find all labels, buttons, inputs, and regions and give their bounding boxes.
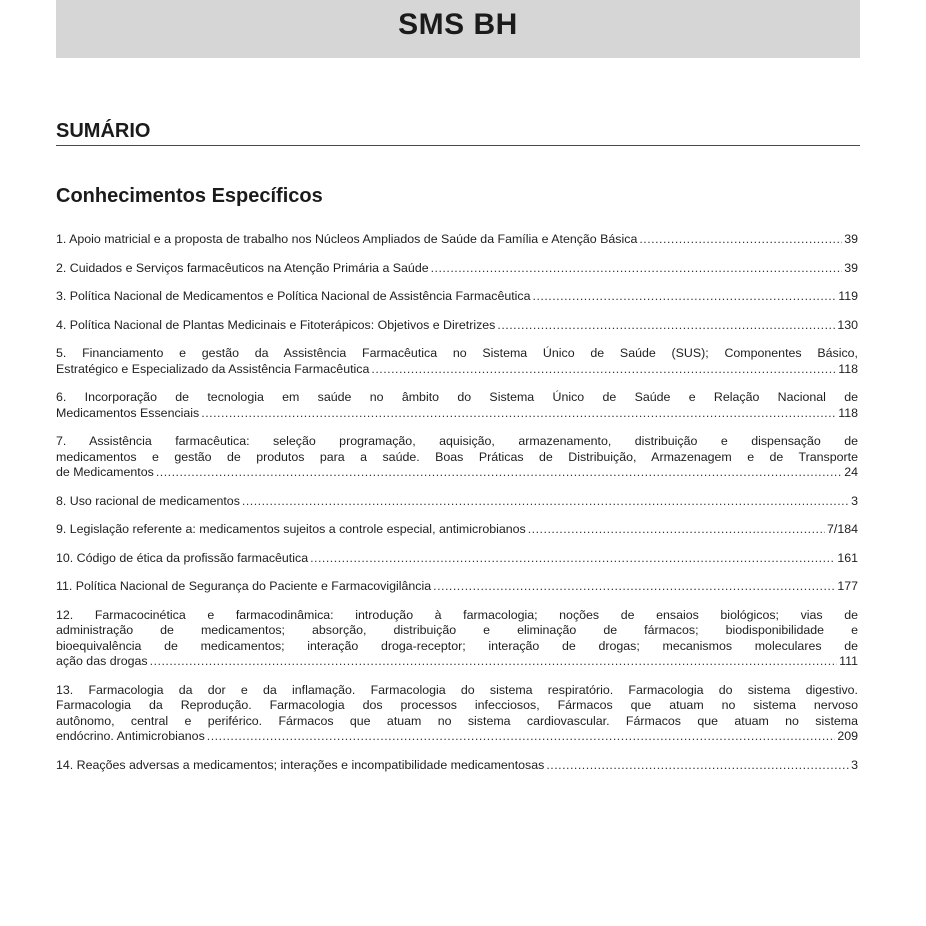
toc-entry-line: administração de medicamentos; absorção, distribuição e eliminação de fármacos; biodisponibilidade e [56,623,858,637]
dot-leader [150,654,838,670]
toc-entry [56,261,858,277]
toc-page-number: 177 [837,579,858,593]
toc-entry-title: 9. Legislação referente a: medicamentos sujeitos a controle especial, antimicrobianos [56,522,526,536]
toc-entry-line: 13. Farmacologia da dor e da inflamação. Farmacologia do sistema respiratório. Farmacologia do sistema digestivo. [56,682,858,697]
toc-entry-line: bioequivalência de medicamentos; interação droga-receptor; interação de drogas; mecanismos moleculares de [56,638,858,653]
toc-page-number: 3 [851,757,858,772]
toc-entry [56,318,858,334]
toc-entry [56,522,858,538]
toc-entry-title: 3. Política Nacional de Medicamentos e Política Nacional de Assistência Farmacêutica [56,289,531,303]
toc-entry-title: 1. Apoio matricial e a proposta de trabalho nos Núcleos Ampliados de Saúde da Família e Atenção Básica [56,232,638,246]
toc-entry-last-line [56,261,858,277]
toc-entry [56,289,858,305]
toc-entry [56,579,858,595]
header-bar [56,0,860,58]
toc-page-number: 130 [837,317,858,332]
toc-entry [56,390,858,421]
toc-entry [56,346,858,377]
toc-entry [56,758,858,774]
dot-leader [431,261,843,277]
dot-leader [310,551,835,567]
summary-heading: SUMÁRIO [56,120,860,146]
toc-entry-last-line [56,579,858,595]
toc-entry-title: 14. Reações adversas a medicamentos; interações e incompatibilidade medicamentosas [56,757,545,772]
toc-entry-line: 12. Farmacocinética e farmacodinâmica: introdução à farmacologia; noções de ensaios biológicos; vias de [56,607,858,622]
toc-entry-line: autônomo, central e periférico. Fármacos que atuam no sistema cardiovascular. Fármacos que atuam no sistema [56,713,858,728]
dot-leader [528,522,825,538]
dot-leader [371,362,836,378]
toc-entry-title: Estratégico e Especializado da Assistência Farmacêutica [56,361,370,376]
toc-entry-title: 4. Política Nacional de Plantas Medicinais e Fitoterápicos: Objetivos e Diretrizes [56,317,496,332]
section-heading: Conhecimentos Específicos [56,185,323,207]
toc-entry-last-line [56,362,858,378]
document-title: SMS BH [398,8,518,41]
toc-entry-last-line [56,289,858,305]
toc-entry [56,551,858,567]
toc-entry-title: 10. Código de ética da profissão farmacêutica [56,550,309,565]
toc-entry-title: ação das drogas [56,654,148,668]
dot-leader [207,729,836,745]
dot-leader [201,406,836,422]
toc-entry-last-line [56,318,858,334]
toc-page-number: 7/184 [826,522,858,536]
toc-entry-last-line [56,654,858,670]
toc-entry [56,683,858,745]
toc-page-number: 39 [844,232,858,246]
dot-leader [533,289,837,305]
toc-page-number: 118 [838,405,858,420]
toc-entry-last-line [56,758,858,774]
toc-entry-title: 8. Uso racional de medicamentos [56,493,240,508]
toc-entry-title: 11. Política Nacional de Segurança do Paciente e Farmacovigilância [56,579,432,593]
dot-leader [546,758,849,774]
dot-leader [156,465,842,481]
toc-entry-line: 6. Incorporação de tecnologia em saúde no âmbito do Sistema Único de Saúde e Relação Nacional de [56,390,858,404]
dot-leader [242,494,849,510]
toc-entry-title: Medicamentos Essenciais [56,405,200,420]
toc-page-number: 209 [837,729,858,743]
table-of-contents [56,232,858,786]
toc-page-number: 111 [839,654,858,668]
toc-entry-title: endócrino. Antimicrobianos [56,729,205,743]
toc-entry-last-line [56,729,858,745]
toc-entry-line: medicamentos e gestão de produtos para a saúde. Boas Práticas de Distribuição, Armazenagem e de Transporte [56,449,858,464]
toc-entry [56,608,858,670]
toc-entry-last-line [56,522,858,538]
toc-entry-line: 7. Assistência farmacêutica: seleção programação, aquisição, armazenamento, distribuição e dispensação de [56,434,858,448]
dot-leader [433,579,835,595]
toc-entry-line: 5. Financiamento e gestão da Assistência Farmacêutica no Sistema Único de Saúde (SUS); Componentes Básico, [56,346,858,360]
toc-entry-last-line [56,406,858,422]
toc-page-number: 161 [837,550,858,565]
toc-page-number: 39 [844,260,858,275]
toc-entry [56,434,858,481]
toc-page-number: 118 [838,361,858,376]
toc-page-number: 3 [851,493,858,508]
toc-entry-last-line [56,494,858,510]
toc-entry-title: 2. Cuidados e Serviços farmacêuticos na Atenção Primária a Saúde [56,260,429,275]
toc-entry-line: Farmacologia da Reprodução. Farmacologia dos processos infecciosos, Fármacos que atuam no sistema nervoso [56,698,858,712]
toc-entry [56,232,858,248]
toc-page-number: 24 [844,465,858,479]
toc-entry-last-line [56,232,858,248]
dot-leader [497,318,835,334]
toc-entry-last-line [56,465,858,481]
dot-leader [639,232,842,248]
toc-entry-title: de Medicamentos [56,465,154,479]
toc-entry-last-line [56,551,858,567]
toc-page-number: 119 [838,289,858,303]
toc-entry [56,494,858,510]
